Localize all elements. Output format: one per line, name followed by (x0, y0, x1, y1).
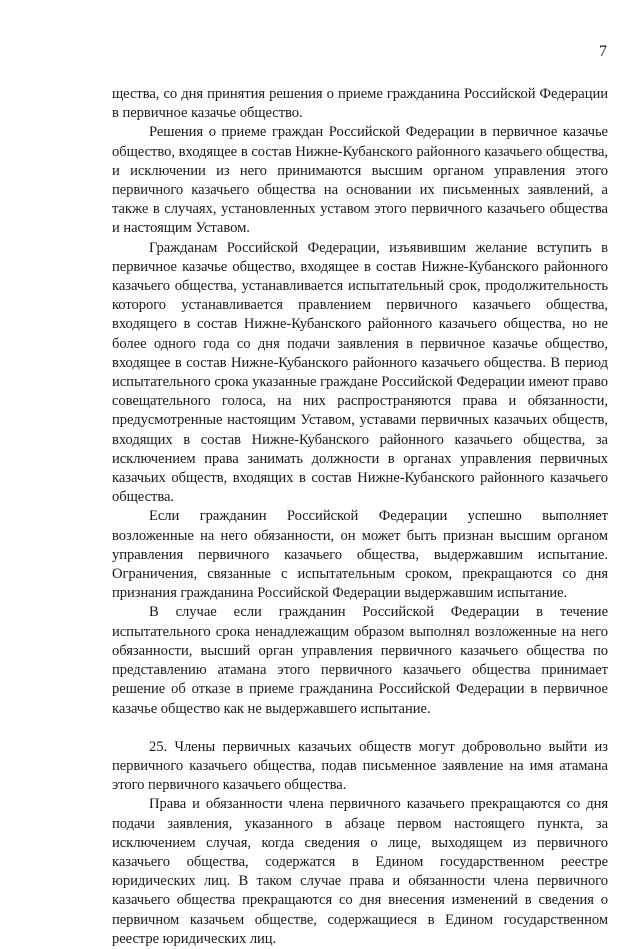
paragraph-continuation: щества, со дня принятия решения о приеме гражданина Российской Федерации в первичное казачье общество. (112, 86, 608, 122)
paragraph-probation-passed: Если гражданин Российской Федерации успешно выполняет возложенные на него обязанности, он может быть признан высшим органом управления первичного казачьего общества, выдержавшим испытание. Ограничения, связанные с испытательным сроком, прекращаются со дня признания гражданина Российской Федерации выдержавшим испытание. (112, 508, 608, 602)
document-body (112, 85, 608, 949)
paragraph-probation-period: Гражданам Российской Федерации, изъявившим желание вступить в первичное казачье общество, входящее в состав Нижне-Кубанского районного казачьего общества, устанавливается испытательный срок, продолжительность которого устанавливается правлением первичного казачьего общества, входящего в состав Нижне-Кубанского районного казачьего общества, но не более одного года со дня подачи заявления в первичное казачье общество, входящее в состав Нижне-Кубанского районного казачьего общества. В период испытательного срока указанные граждане Российской Федерации имеют право совещательного голоса, на них распространяются права и обязанности, предусмотренные настоящим Уставом, уставами первичных казачьих обществ, входящих в состав Нижне-Кубанского районного казачьего общества, за исключением права занимать должности в органах управления первичных казачьих обществ, входящих в состав Нижне-Кубанского районного казачьего общества. (112, 239, 608, 506)
paragraph-item-25: 25. Члены первичных казачьих обществ могут добровольно выйти из первичного казачьего общества, подав письменное заявление на имя атамана этого первичного казачьего общества. (112, 738, 608, 794)
paragraph-probation-failed: В случае если гражданин Российской Федерации в течение испытательного срока ненадлежащим образом выполнял возложенные на него обязанности, высший орган управления первичного казачьего общества по представлению атамана этого первичного казачьего общества принимает решение об отказе в приеме гражданина Российской Федерации в первичное казачье общество как не выдержавшего испытание. (112, 604, 608, 717)
page-number: 7 (599, 43, 607, 60)
paragraph-membership-termination: Права и обязанности члена первичного казачьего прекращаются со дня подачи заявления, указанного в абзаце первом настоящего пункта, за исключением случая, когда сведения о лице, выходящем из первичного казачьего общества, содержатся в Едином государственном реестре юридических лиц. В таком случае права и обязанности члена первичного казачьего общества прекращаются со дня внесения изменений в сведения о первичном казачьем обществе, содержащиеся в Едином государственном реестре юридических лиц. (112, 796, 608, 947)
paragraph-admission-decisions: Решения о приеме граждан Российской Федерации в первичное казачье общество, входящее в состав Нижне-Кубанского районного казачьего общества, и исключении из него принимаются высшим органом управления этого первичного казачьего общества на основании их письменных заявлений, а также в случаях, установленных уставом этого первичного казачьего общества и настоящим Уставом. (112, 124, 608, 237)
